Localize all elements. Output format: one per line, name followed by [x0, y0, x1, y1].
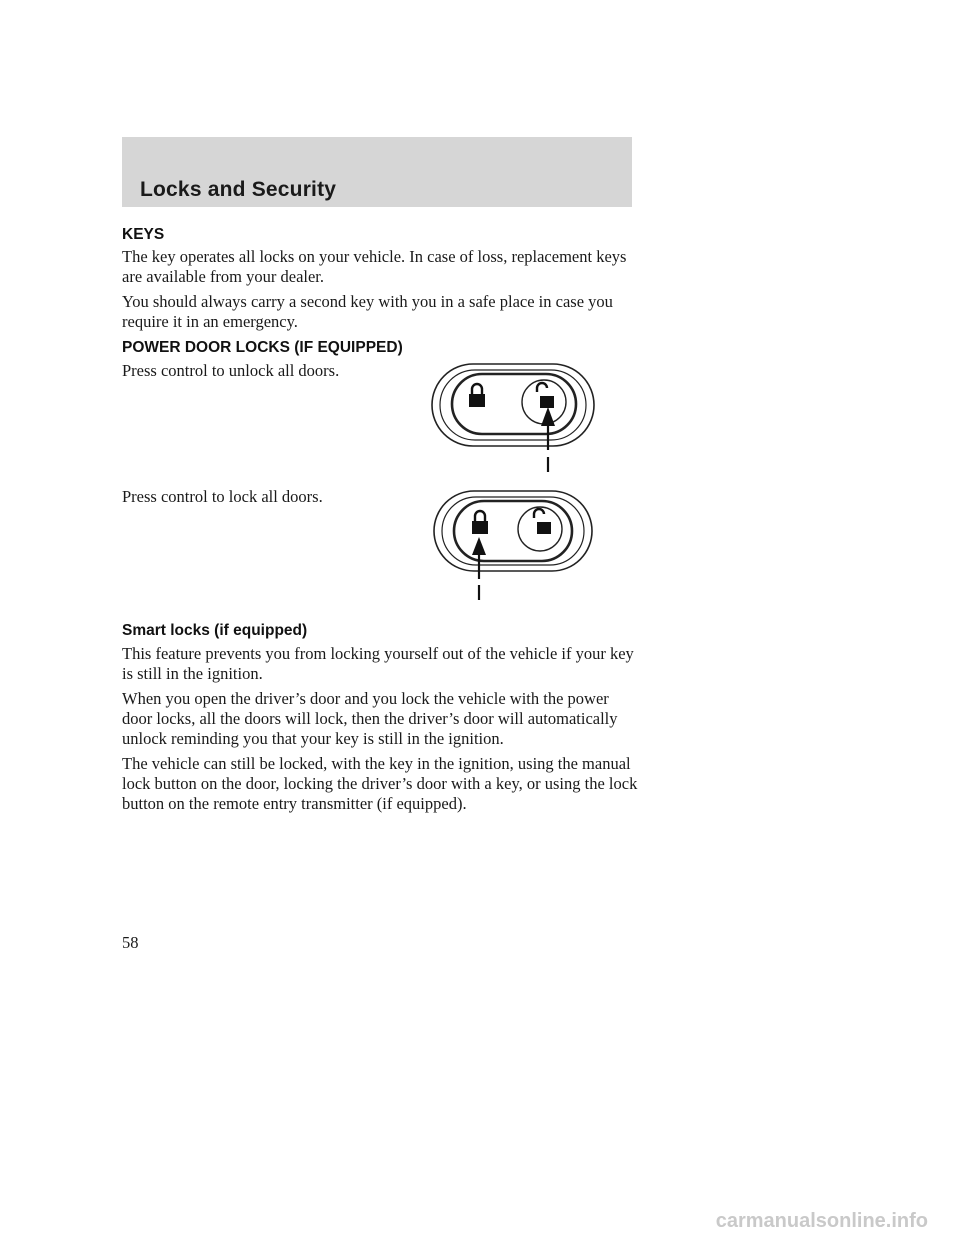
power-locks-heading: POWER DOOR LOCKS (IF EQUIPPED) — [122, 339, 403, 356]
keys-heading: KEYS — [122, 226, 165, 243]
lock-instruction: Press control to lock all doors. — [122, 487, 323, 506]
lock-control-illustration — [420, 485, 600, 605]
unlock-instruction: Press control to unlock all doors. — [122, 361, 340, 380]
smart-locks-paragraph-2: When you open the driver’s door and you lock the vehicle with the power door locks, all the doors will lock, then the driver’s door will automatically unlock reminding you that your key is still in the ignition. — [122, 689, 618, 748]
lock-icon — [469, 384, 485, 407]
page-title: Locks and Security — [140, 178, 337, 201]
lock-icon — [472, 511, 488, 534]
keys-paragraph-2: You should always carry a second key with you in a safe place in case you require it in an emergency. — [122, 292, 613, 331]
page-number: 58 — [122, 933, 139, 952]
watermark: carmanualsonline.info — [715, 1210, 928, 1232]
smart-locks-heading: Smart locks (if equipped) — [122, 622, 308, 639]
arrow-up-icon — [472, 537, 486, 600]
unlock-control-illustration — [420, 350, 600, 480]
unlock-icon — [534, 509, 551, 534]
unlock-icon — [537, 383, 554, 408]
smart-locks-paragraph-3: The vehicle can still be locked, with the key in the ignition, using the manual lock button on the door, locking the driver’s door with a key, or using the lock button on the remote entry transmitter (if equipped). — [122, 754, 638, 813]
smart-locks-paragraph-1: This feature prevents you from locking yourself out of the vehicle if your key is still in the ignition. — [122, 644, 634, 683]
keys-paragraph-1: The key operates all locks on your vehicle. In case of loss, replacement keys are available from your dealer. — [122, 247, 627, 286]
